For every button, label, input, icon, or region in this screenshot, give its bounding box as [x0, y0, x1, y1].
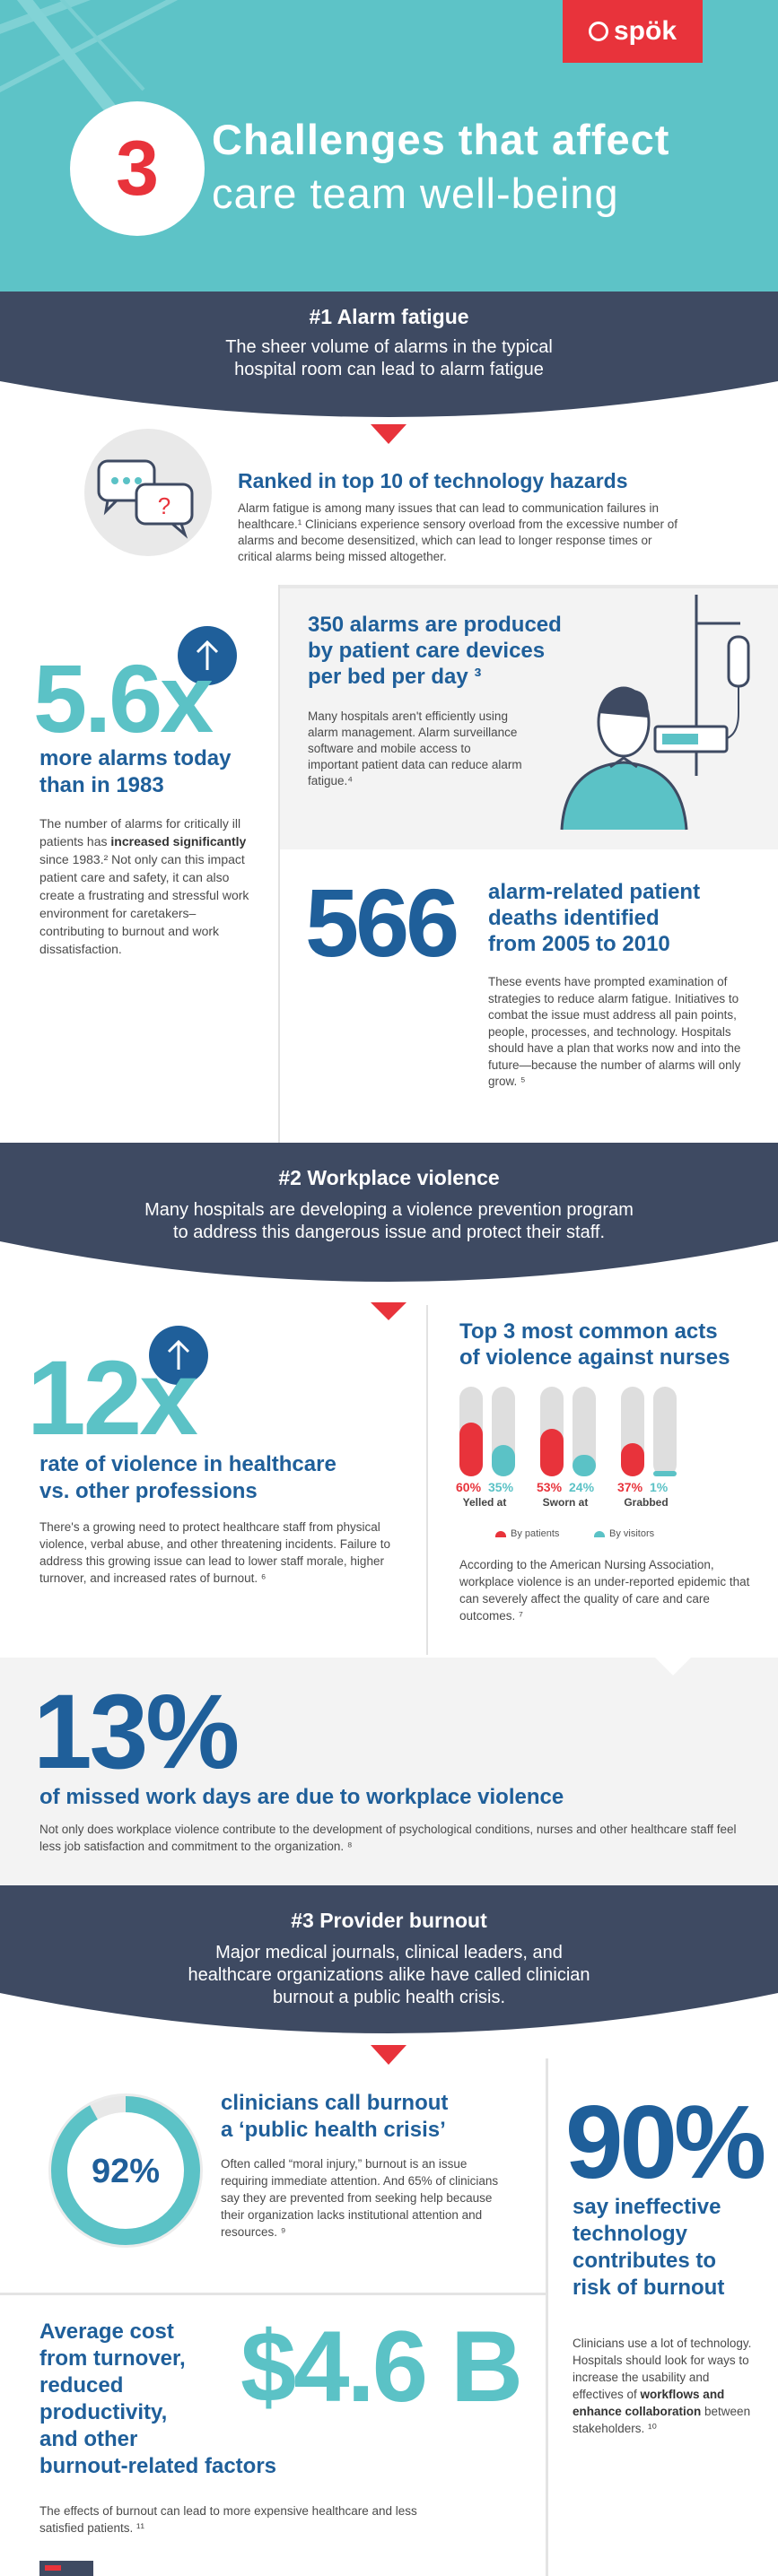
stat-566-text: These events have prompted examination of strategies to reduce alarm fatigue. Initiatives to combat the issue must address all pain points, people, processes, and technology. Hospitals should have a plan that works now and into the future—because the number of alarms will only grow. ⁵ [488, 975, 741, 1088]
stat-350-text: Many hospitals aren't efficiently using alarm management. Alarm surveillance software and mobile access to important patient data can reduce alarm fatigue.⁴ [308, 709, 522, 788]
category-label: Grabbed [624, 1496, 669, 1509]
bar-track-0-1 [492, 1387, 515, 1476]
stat-566-value: 566 [305, 868, 457, 977]
section1-subtitle-line1: The sheer volume of alarms in the typical [225, 337, 553, 357]
stat-cost-value: $4.6 B [240, 2311, 520, 2423]
stat-90-value: 90% [565, 2084, 764, 2200]
bar-by-patients-2 [621, 1443, 644, 1476]
stat-92-title: clinicians call burnout a ‘public health crisis’ [221, 2091, 449, 2142]
band-notch-2 [646, 1658, 700, 1679]
bar-track-2-0 [621, 1387, 644, 1476]
logo-text: spök [613, 16, 677, 46]
bar-value-label: 53% [537, 1480, 563, 1494]
patient-iv-illustration [538, 587, 778, 849]
stat-5-6x-title-line1: more alarms today [39, 746, 232, 770]
separator-line-2 [0, 2293, 546, 2295]
section1-subtitle-line2: hospital room can lead to alarm fatigue [234, 360, 544, 379]
stat-12x-value: 12x [27, 1339, 196, 1458]
bar-value-label: 1% [650, 1480, 669, 1494]
page-title-line2: care team well-being [212, 170, 619, 217]
stat-92-text: Often called “moral injury,” burnout is an issue requiring immediate attention. And 65% of clinicians say they are prevented from seeking help because their organization lacks institutional attention and resources. ⁹ [221, 2157, 499, 2239]
section2-subtitle-line1: Many hospitals are developing a violence prevention program [144, 1200, 634, 1220]
stat-13-title: of missed work days are due to workplace violence [39, 1785, 564, 1809]
page-title-line1: Challenges that affect [212, 116, 670, 163]
stat-12x-title: rate of violence in healthcare vs. other professions [39, 1452, 337, 1503]
stat-12x-text: There's a growing need to protect healthcare staff from physical violence, verbal abuse, and other threatening incidents. Failure to address this growing issue can lead to lower staff morale, higher turnover, and increased rates of burnout. ⁶ [39, 1520, 390, 1585]
bar-track-1-1 [573, 1387, 596, 1476]
stat-13-value: 13% [33, 1673, 238, 1791]
bar-track-2-1 [653, 1387, 677, 1476]
challenge-count-badge [70, 101, 205, 236]
section2-subtitle-line2: to address this dangerous issue and protect their staff. [172, 1223, 606, 1242]
stat-cost-text: The effects of burnout can lead to more expensive healthcare and less satisfied patients. ¹¹ [39, 2504, 417, 2535]
bar-value-label: 35% [488, 1480, 514, 1494]
bar-by-visitors-0 [492, 1445, 515, 1476]
stat-13-text: Not only does workplace violence contribute to the development of psychological conditions, nurses and other healthcare staff feel less job satisfaction and commitment to the organization. ⁸ [39, 1823, 737, 1853]
category-label: Sworn at [542, 1496, 589, 1509]
bar-value-label: 37% [617, 1480, 643, 1494]
stat-5-6x-value: 5.6x [33, 644, 212, 753]
legend-label: By patients [511, 1528, 560, 1539]
header-banner [0, 0, 778, 292]
column-divider-2 [426, 1305, 428, 1655]
legend-swatch [594, 1531, 605, 1537]
stat-350-title: 350 alarms are produced by patient care devices per bed per day ³ [308, 613, 562, 689]
hazard-text: Alarm fatigue is among many issues that can lead to communication failures in healthcare.¹ Clinicians experience sensory overload from the excessive number of alarms and become desensitized, which can lead to longer response times or critical alarms being missed altogether. [238, 501, 677, 563]
bar-by-patients-1 [540, 1429, 564, 1476]
category-label: Yelled at [462, 1496, 507, 1509]
legend-label: By visitors [609, 1528, 655, 1539]
svg-text:?: ? [157, 492, 171, 519]
logo-mark-icon [589, 22, 608, 41]
chart-note: According to the American Nursing Association, workplace violence is an under-reported epidemic that can severely affect the quality of care and care outcomes. ⁷ [459, 1558, 750, 1623]
bar-by-visitors-2 [653, 1471, 677, 1476]
spok-logo[interactable] [563, 0, 703, 63]
stat-cost-title: Average cost from turnover, reduced productivity, and other burnout-related factors [39, 2319, 277, 2478]
chat-bubbles-icon [84, 429, 212, 556]
bar-track-0-0 [459, 1387, 483, 1476]
legend-item [594, 1528, 654, 1539]
section2-banner [0, 1166, 778, 1244]
violence-chart-title: Top 3 most common acts of violence against nurses [459, 1319, 730, 1370]
stat-5-6x-title [39, 745, 231, 799]
section1-heading: #1 Alarm fatigue [309, 305, 469, 328]
section1-banner [0, 305, 778, 381]
bar-value-label: 24% [569, 1480, 595, 1494]
section2-heading: #2 Workplace violence [278, 1166, 500, 1189]
legend-item [495, 1528, 559, 1539]
footer-tablet-edge [39, 2561, 93, 2576]
chat-bubbles-illustration [84, 429, 212, 556]
stat-90-text: Clinicians use a lot of technology. Hospitals should look for ways to increase the usability and effectives of workflows and enhance collaboration between stakeholders. ¹⁰ [573, 2337, 752, 2435]
section3-heading: #3 Provider burnout [291, 1909, 487, 1932]
stat-90-title: say ineffective technology contributes to risk of burnout [573, 2195, 725, 2300]
stat-92-value: 92% [91, 2153, 161, 2190]
stat-5-6x-text: The number of alarms for critically ill patients has increased significantly since 1983.² Not only can this impact patient care and safety, it can also create a frustrating and stressful work environment for caretakers–contributing to burnout and work dissatisfaction. [39, 816, 249, 956]
violence-bar-chart [456, 1381, 729, 1543]
bar-by-visitors-1 [573, 1455, 596, 1476]
stat-566-title: alarm-related patient deaths identified from 2005 to 2010 [488, 880, 701, 956]
bar-track-1-0 [540, 1387, 564, 1476]
bar-value-label: 60% [456, 1480, 482, 1494]
legend-swatch [495, 1531, 506, 1537]
section3-banner: #3 Provider burnout Major medical journals, clinical leaders, and healthcare organizations alike have called clinician burnout a public health crisis. [0, 1909, 778, 2009]
bar-by-patients-0 [459, 1423, 483, 1476]
challenge-count: 3 [116, 125, 159, 212]
footer-logo-icon [45, 2565, 61, 2571]
hazard-title: Ranked in top 10 of technology hazards [238, 469, 628, 492]
stat-5-6x-title-line2: than in 1983 [39, 773, 164, 797]
